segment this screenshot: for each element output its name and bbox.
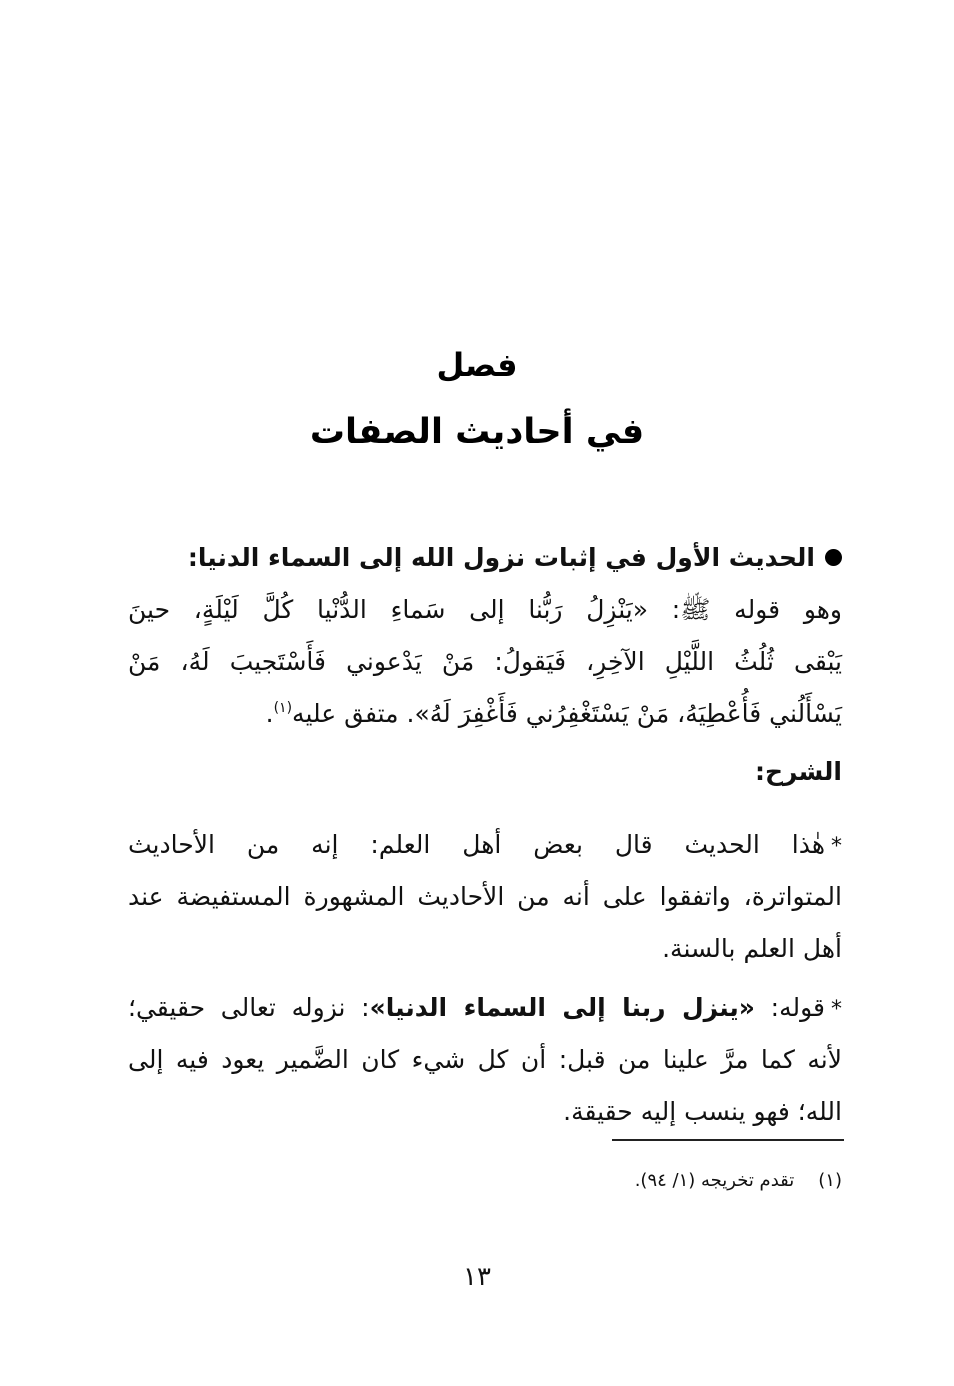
hadith-text-line: وهو قوله ﷺ: «يَنْزِلُ رَبُّنا إلى سَماءِ الدُّنْيا كُلَّ لَيْلَةٍ، حينَ bbox=[128, 595, 842, 624]
explanation-line: لأنه كما مرَّ علينا من قبل: أن كل شيء كان الضَّمير يعود فيه إلى bbox=[128, 1045, 842, 1074]
explanation-line: الله؛ فهو ينسب إليه حقيقة. bbox=[563, 1097, 842, 1126]
explanation-line: المتواترة، واتفقوا على أنه من الأحاديث المشهورة المستفيضة عند bbox=[128, 882, 842, 911]
explanation-label: الشرح: bbox=[755, 757, 842, 786]
chapter-heading: فصل bbox=[436, 346, 518, 384]
footnote bbox=[128, 1170, 842, 1191]
bullet-icon bbox=[825, 549, 842, 566]
asterisk-icon: * bbox=[831, 834, 842, 859]
asterisk-icon: * bbox=[830, 997, 842, 1022]
chapter-subheading: في أحاديث الصفات bbox=[309, 412, 645, 452]
footnote-text: تقدم تخريجه (١/ ٩٤). bbox=[634, 1170, 795, 1191]
footnote-divider bbox=[612, 1139, 844, 1141]
hadith-text-line-last: يَسْأَلُني فَأُعْطِيَهُ، مَنْ يَسْتَغْفِرُني فَأَغْفِرَ لَهُ». متفق عليه$^{(١)}$. bbox=[265, 699, 842, 728]
explanation-paragraph-1 bbox=[128, 819, 842, 975]
explanation-line: أهل العلم بالسنة. bbox=[662, 934, 842, 963]
footnote-number: (١) bbox=[818, 1170, 842, 1191]
quoted-hadith: «ينزل ربنا إلى السماء الدنيا» bbox=[369, 993, 755, 1022]
hadith-title: الحديث الأول في إثبات نزول الله إلى السماء الدنيا: bbox=[128, 532, 842, 584]
page-number: ١٣ bbox=[463, 1262, 491, 1292]
footnote-reference: (١) bbox=[273, 700, 293, 716]
hadith-text-line: يَبْقى ثُلُثُ اللَّيْلِ الآخِرِ، فَيَقولُ: مَنْ يَدْعوني فَأَسْتَجيبَ لَهُ، مَنْ bbox=[128, 647, 842, 676]
explanation-paragraph-2 bbox=[128, 982, 842, 1138]
explanation-line: *قوله: «ينزل ربنا إلى السماء الدنيا»: نزوله تعالى حقيقي؛ bbox=[128, 993, 842, 1022]
explanation-line: *هٰذا الحديث قال بعض أهل العلم: إنه من الأحاديث bbox=[128, 830, 842, 859]
hadith-section bbox=[128, 532, 842, 740]
